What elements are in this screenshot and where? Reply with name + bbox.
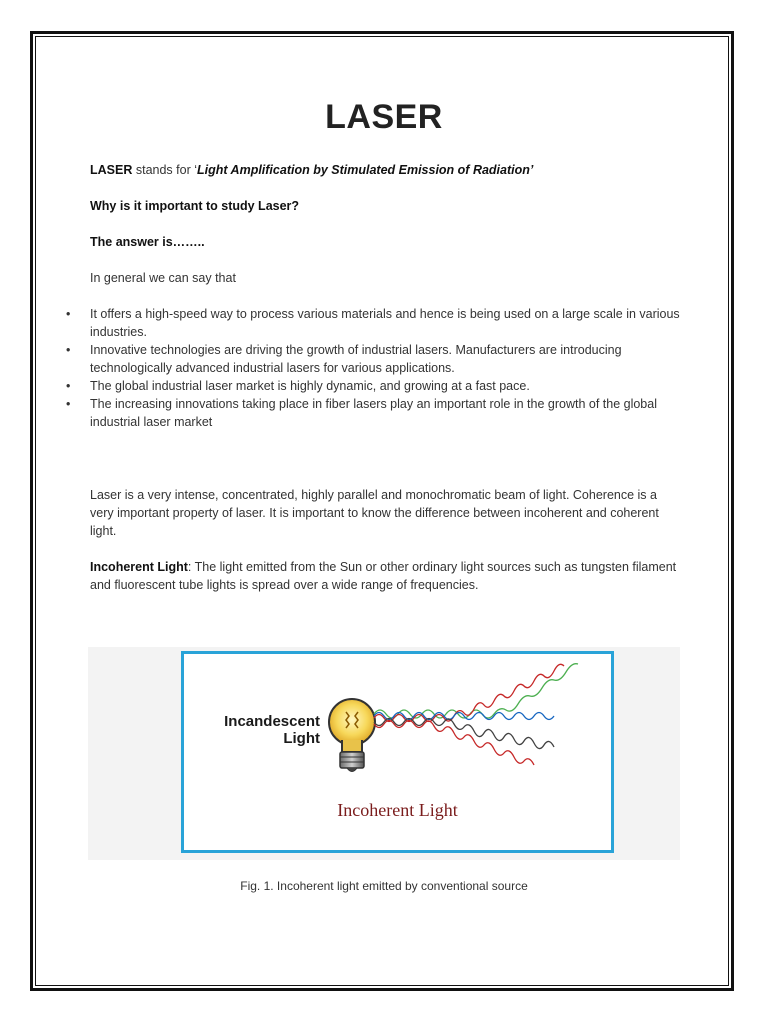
list-item-text: The global industrial laser market is highly dynamic, and growing at a fast pace. <box>90 379 530 393</box>
intro-expansion: Light Amplification by Stimulated Emission of Radiation <box>197 163 530 177</box>
bullet-icon: • <box>66 397 71 411</box>
incoherent-definition: : The light emitted from the Sun or other ordinary light sources such as tungsten filament and fluorescent tube lights is spread over a wide range of frequencies. <box>90 560 677 592</box>
list-item <box>66 341 686 377</box>
answer-heading: The answer is…….. <box>90 235 205 249</box>
source-label-line2: Light <box>283 730 320 747</box>
intro-lead: LASER <box>90 163 133 177</box>
intro-paragraph <box>90 161 680 179</box>
list-item-text: The increasing innovations taking place in fiber lasers play an important role in the growth of the global industrial laser market <box>90 397 657 429</box>
intro-close-quote: ’ <box>529 163 534 177</box>
coherence-paragraph: Laser is a very intense, concentrated, highly parallel and monochromatic beam of light. Coherence is a very important property of laser. It is important to know the difference between incoherent and coherent light. <box>90 488 659 538</box>
figure-caption: Fig. 1. Incoherent light emitted by conventional source <box>240 879 528 893</box>
intro-lead-text: stands for ‘ <box>132 163 197 177</box>
bullet-icon: • <box>66 379 71 393</box>
list-item-text: Innovative technologies are driving the growth of industrial lasers. Manufacturers are introducing technologically advanced industrial lasers for various applications. <box>90 343 622 375</box>
light-bulb-icon <box>329 699 375 772</box>
list-item-text: It offers a high-speed way to process various materials and hence is being used on a large scale in various industries. <box>90 307 680 339</box>
bullet-icon: • <box>66 343 71 357</box>
question-heading: Why is it important to study Laser? <box>90 199 300 213</box>
bullet-icon: • <box>66 307 71 321</box>
figure-title: Incoherent Light <box>337 800 458 820</box>
incoherent-paragraph <box>90 558 680 594</box>
source-label-line1: Incandescent <box>224 713 320 730</box>
benefits-list <box>66 305 686 431</box>
page-title: LASER <box>325 98 443 136</box>
list-item <box>66 377 686 395</box>
general-statement: In general we can say that <box>90 271 236 285</box>
incoherent-waves <box>374 664 578 765</box>
list-item <box>66 395 686 431</box>
incoherent-light-figure <box>181 651 614 853</box>
incoherent-term: Incoherent Light <box>90 560 188 574</box>
list-item <box>66 305 686 341</box>
